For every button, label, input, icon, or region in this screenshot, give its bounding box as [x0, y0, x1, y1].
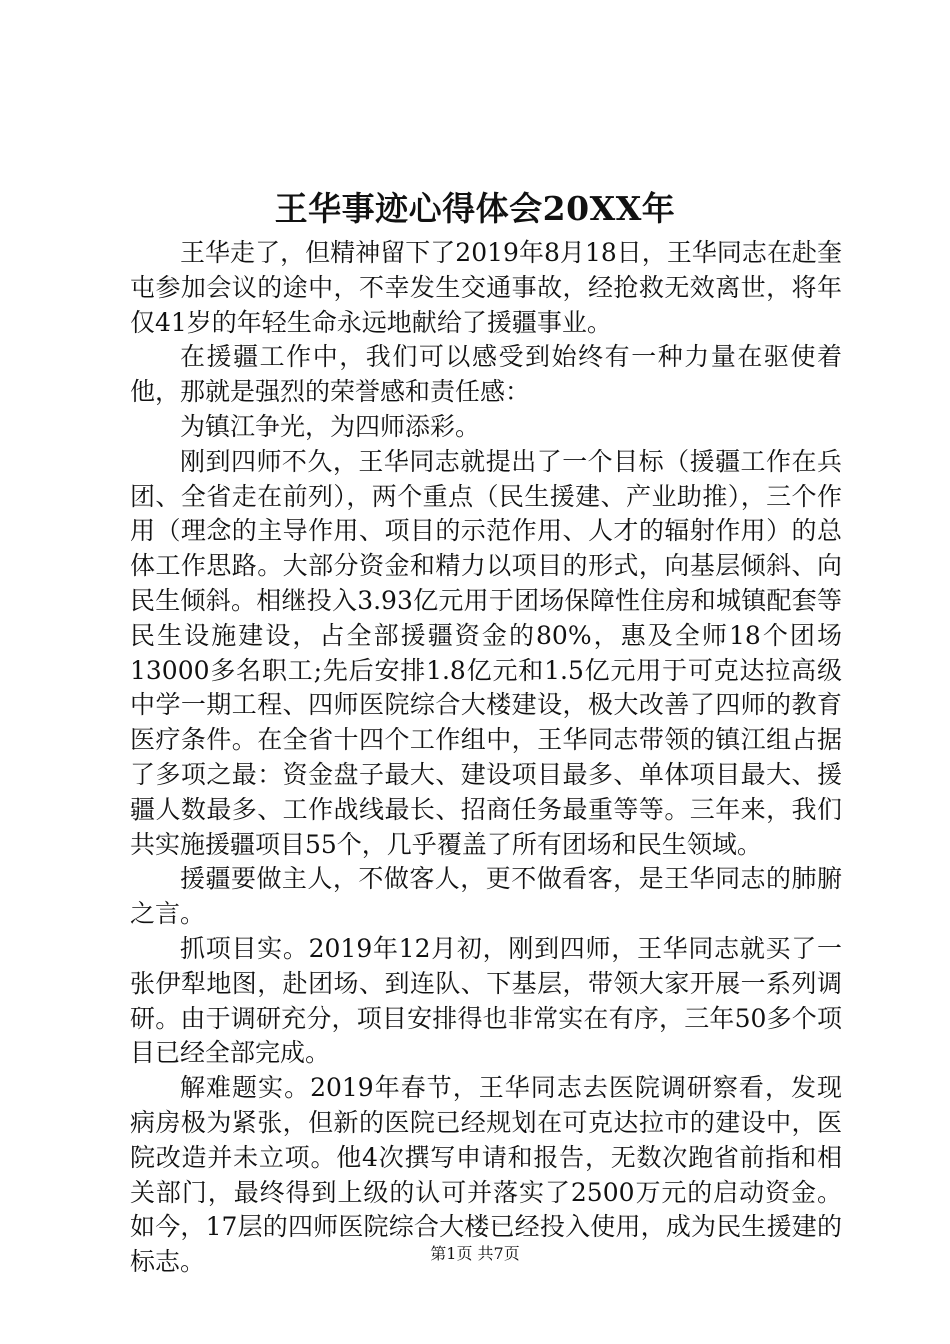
document-body: [130, 236, 842, 1280]
paragraph-6: 抓项目实。2019年12月初，刚到四师，王华同志就买了一张伊犁地图，赴团场、到连队、下基层，带领大家开展一系列调研。由于调研充分，项目安排得也非常实在有序，三年50多个项目已经全部完成。: [130, 933, 842, 1068]
document-title: 王华事迹心得体会20XX年: [274, 189, 676, 228]
paragraph-5: 援疆要做主人，不做客人，更不做看客，是王华同志的肺腑之言。: [130, 864, 842, 929]
paragraph-3: 为镇江争光，为四师添彩。: [180, 411, 481, 441]
paragraph-7: 解难题实。2019年春节，王华同志去医院调研察看，发现病房极为紧张，但新的医院已经规划在可克达拉市的建设中，医院改造并未立项。他4次撰写申请和报告，无数次跑省前指和相关部门，最终得到上级的认可并落实了2500万元的启动资金。如今，17层的四师医院综合大楼已经投入使用，成为民生援建的标志。: [130, 1073, 842, 1277]
paragraph-1: 王华走了，但精神留下了2019年8月18日，王华同志在赴奎屯参加会议的途中，不幸发生交通事故，经抢救无效离世，将年仅41岁的年轻生命永远地献给了援疆事业。: [130, 238, 842, 337]
page-footer: 第1页 共7页: [430, 1244, 520, 1263]
paragraph-4: 刚到四师不久，王华同志就提出了一个目标（援疆工作在兵团、全省走在前列），两个重点（民生援建、产业助推），三个作用（理念的主导作用、项目的示范作用、人才的辐射作用）的总体工作思路。大部分资金和精力以项目的形式，向基层倾斜、向民生倾斜。相继投入3.93亿元用于团场保障性住房和城镇配套等民生设施建设，占全部援疆资金的80%，惠及全师18个团场13000多名职工;先后安排1.8亿元和1.5亿元用于可克达拉高级中学一期工程、四师医院综合大楼建设，极大改善了四师的教育医疗条件。在全省十四个工作组中，王华同志带领的镇江组占据了多项之最：资金盘子最大、建设项目最多、单体项目最大、援疆人数最多、工作战线最长、招商任务最重等等。三年来，我们共实施援疆项目55个，几乎覆盖了所有团场和民生领域。: [130, 446, 842, 859]
paragraph-2: 在援疆工作中，我们可以感受到始终有一种力量在驱使着他，那就是强烈的荣誉感和责任感：: [130, 342, 842, 407]
